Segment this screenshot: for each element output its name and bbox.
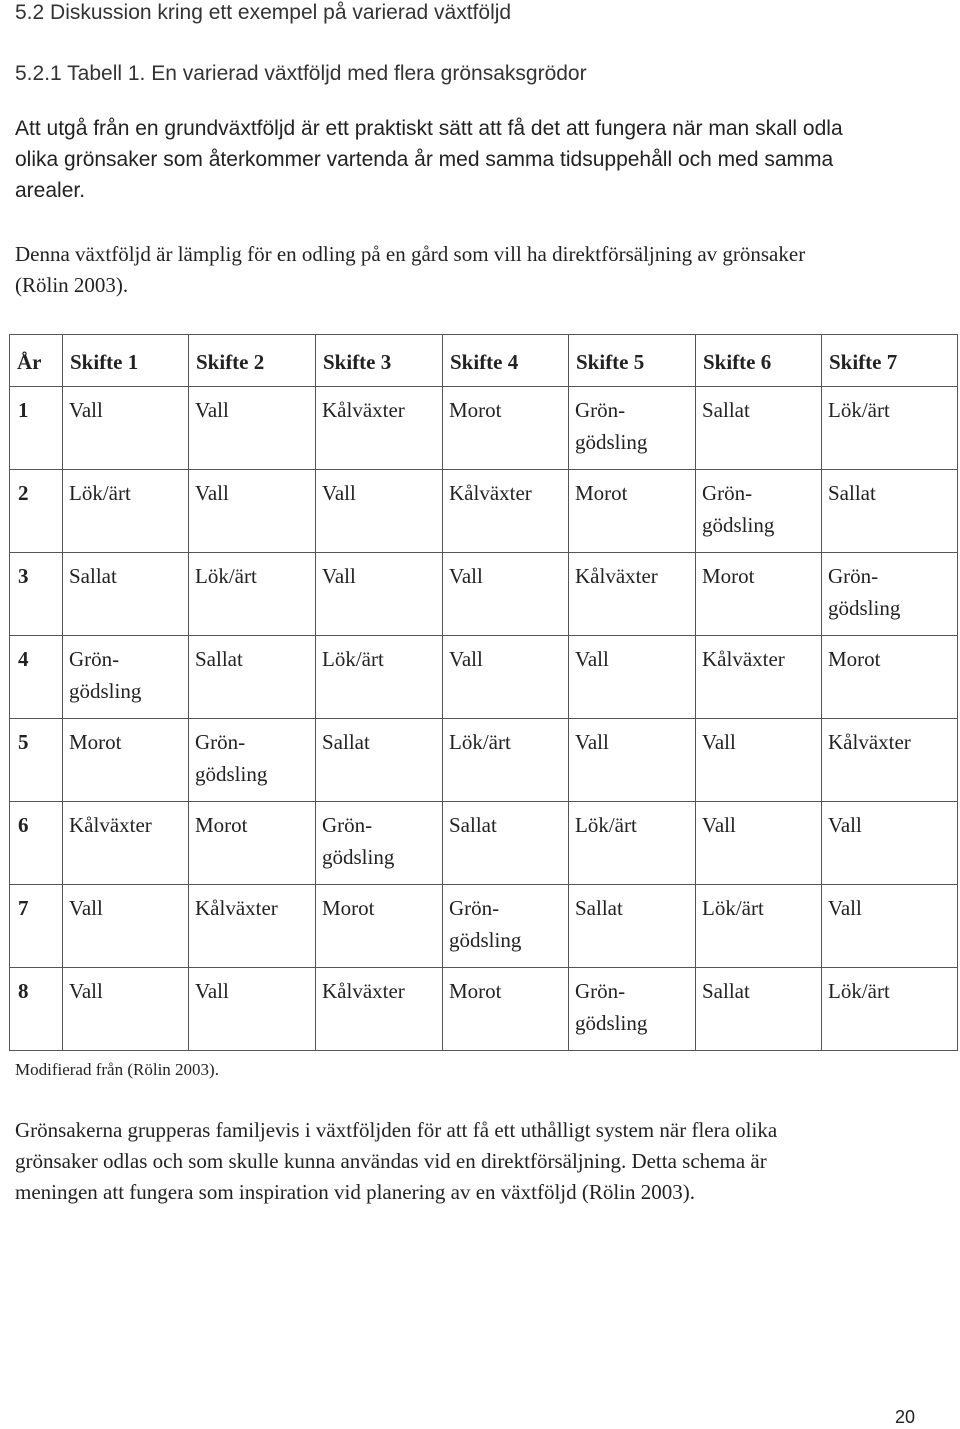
crop-cell: Grön- gödsling bbox=[569, 387, 696, 470]
year-cell: 5 bbox=[10, 719, 63, 802]
crop-cell: Grön- gödsling bbox=[63, 636, 189, 719]
crop-cell: Vall bbox=[822, 885, 958, 968]
table-row bbox=[10, 387, 958, 470]
crop-cell: Kålväxter bbox=[316, 968, 443, 1051]
crop-cell: Grön- gödsling bbox=[316, 802, 443, 885]
crop-cell: Vall bbox=[822, 802, 958, 885]
column-header-skifte: Skifte 5 bbox=[569, 335, 696, 387]
crop-cell: Morot bbox=[316, 885, 443, 968]
crop-cell: Lök/ärt bbox=[822, 968, 958, 1051]
column-header-skifte: Skifte 7 bbox=[822, 335, 958, 387]
crop-cell: Morot bbox=[696, 553, 822, 636]
crop-cell: Morot bbox=[189, 802, 316, 885]
crop-cell: Lök/ärt bbox=[316, 636, 443, 719]
crop-cell: Vall bbox=[189, 968, 316, 1051]
year-cell: 3 bbox=[10, 553, 63, 636]
column-header-skifte: Skifte 1 bbox=[63, 335, 189, 387]
crop-cell: Grön- gödsling bbox=[443, 885, 569, 968]
crop-cell: Sallat bbox=[822, 470, 958, 553]
crop-cell: Vall bbox=[443, 636, 569, 719]
column-header-skifte: Skifte 3 bbox=[316, 335, 443, 387]
paragraph-line: Att utgå från en grundväxtföljd är ett praktiskt sätt att få det att fungera när man skall odla bbox=[15, 117, 843, 140]
table-caption: Modifierad från (Rölin 2003). bbox=[15, 1060, 219, 1079]
crop-cell: Vall bbox=[316, 553, 443, 636]
crop-cell: Sallat bbox=[316, 719, 443, 802]
crop-cell: Vall bbox=[696, 719, 822, 802]
paragraph-conclusion bbox=[15, 1115, 777, 1208]
crop-cell: Sallat bbox=[189, 636, 316, 719]
crop-cell: Vall bbox=[189, 387, 316, 470]
table-row bbox=[10, 719, 958, 802]
table-row bbox=[10, 470, 958, 553]
table-row bbox=[10, 968, 958, 1051]
crop-cell: Morot bbox=[443, 387, 569, 470]
subsection-heading: 5.2.1 Tabell 1. En varierad växtföljd med flera grönsaksgrödor bbox=[15, 62, 587, 85]
paragraph-line: Denna växtföljd är lämplig för en odling på en gård som vill ha direktförsäljning av grönsaker bbox=[15, 242, 806, 266]
crop-cell: Sallat bbox=[696, 387, 822, 470]
crop-cell: Vall bbox=[63, 968, 189, 1051]
crop-cell: Sallat bbox=[696, 968, 822, 1051]
crop-cell: Kålväxter bbox=[316, 387, 443, 470]
crop-cell: Vall bbox=[63, 387, 189, 470]
crop-cell: Kålväxter bbox=[63, 802, 189, 885]
crop-cell: Vall bbox=[569, 636, 696, 719]
section-heading: 5.2 Diskussion kring ett exempel på varierad växtföljd bbox=[15, 1, 512, 24]
paragraph-line: (Rölin 2003). bbox=[15, 273, 129, 297]
paragraph-line: grönsaker odlas och som skulle kunna användas vid en direktförsäljning. Detta schema är bbox=[15, 1149, 767, 1173]
crop-cell: Kålväxter bbox=[696, 636, 822, 719]
column-header-skifte: Skifte 2 bbox=[189, 335, 316, 387]
page-number: 20 bbox=[895, 1407, 916, 1427]
column-header-skifte: Skifte 4 bbox=[443, 335, 569, 387]
crop-cell: Lök/ärt bbox=[189, 553, 316, 636]
year-cell: 4 bbox=[10, 636, 63, 719]
table-header-row bbox=[10, 335, 958, 387]
year-cell: 2 bbox=[10, 470, 63, 553]
crop-cell: Kålväxter bbox=[569, 553, 696, 636]
year-cell: 6 bbox=[10, 802, 63, 885]
table-row bbox=[10, 885, 958, 968]
paragraph-line: arealer. bbox=[15, 179, 86, 202]
crop-cell: Morot bbox=[569, 470, 696, 553]
crop-cell: Grön- gödsling bbox=[189, 719, 316, 802]
year-cell: 7 bbox=[10, 885, 63, 968]
year-cell: 8 bbox=[10, 968, 63, 1051]
table-row bbox=[10, 802, 958, 885]
crop-cell: Sallat bbox=[569, 885, 696, 968]
table-body bbox=[10, 387, 958, 1051]
column-header-year: År bbox=[10, 335, 63, 387]
crop-cell: Kålväxter bbox=[822, 719, 958, 802]
crop-cell: Kålväxter bbox=[443, 470, 569, 553]
crop-cell: Vall bbox=[63, 885, 189, 968]
crop-cell: Grön- gödsling bbox=[696, 470, 822, 553]
crop-cell: Lök/ärt bbox=[569, 802, 696, 885]
crop-cell: Kålväxter bbox=[189, 885, 316, 968]
crop-cell: Vall bbox=[189, 470, 316, 553]
paragraph-line: Grönsakerna grupperas familjevis i växtföljden för att få ett uthålligt system när flera olika bbox=[15, 1118, 778, 1142]
crop-cell: Lök/ärt bbox=[63, 470, 189, 553]
crop-cell: Sallat bbox=[63, 553, 189, 636]
crop-cell: Vall bbox=[569, 719, 696, 802]
crop-cell: Vall bbox=[696, 802, 822, 885]
table-row bbox=[10, 553, 958, 636]
crop-cell: Lök/ärt bbox=[822, 387, 958, 470]
crop-cell: Morot bbox=[443, 968, 569, 1051]
crop-cell: Sallat bbox=[443, 802, 569, 885]
crop-cell: Morot bbox=[63, 719, 189, 802]
crop-rotation-table bbox=[9, 334, 958, 1051]
crop-cell: Vall bbox=[443, 553, 569, 636]
crop-cell: Vall bbox=[316, 470, 443, 553]
paragraph-suitability bbox=[15, 239, 805, 301]
column-header-skifte: Skifte 6 bbox=[696, 335, 822, 387]
table-row bbox=[10, 636, 958, 719]
paragraph-line: meningen att fungera som inspiration vid planering av en växtföljd (Rölin 2003). bbox=[15, 1180, 696, 1204]
crop-cell: Grön- gödsling bbox=[822, 553, 958, 636]
paragraph-line: olika grönsaker som återkommer vartenda år med samma tidsuppehåll och med samma bbox=[15, 148, 834, 171]
crop-cell: Morot bbox=[822, 636, 958, 719]
paragraph-intro bbox=[15, 113, 843, 206]
crop-cell: Grön- gödsling bbox=[569, 968, 696, 1051]
crop-cell: Lök/ärt bbox=[443, 719, 569, 802]
crop-cell: Lök/ärt bbox=[696, 885, 822, 968]
year-cell: 1 bbox=[10, 387, 63, 470]
